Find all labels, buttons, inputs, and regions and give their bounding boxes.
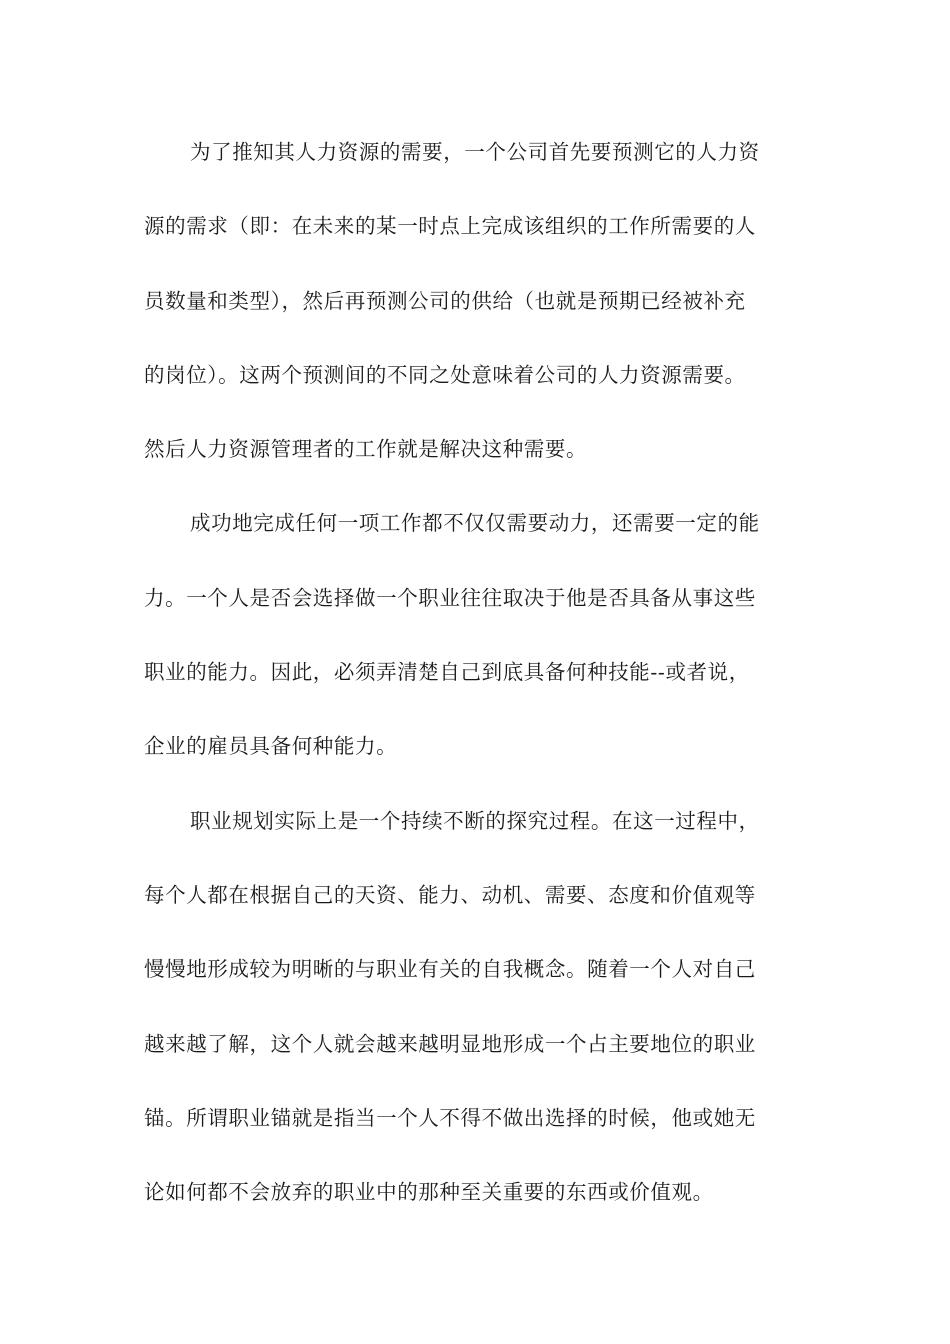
text-line: 力。一个人是否会选择做一个职业往往取决于他是否具备从事这些 [144, 585, 756, 610]
text-line: 员数量和类型），然后再预测公司的供给（也就是预期已经被补充 [144, 288, 746, 313]
text-line: 成功地完成任何一项工作都不仅仅需要动力，还需要一定的能 [190, 511, 760, 536]
text-line: 企业的雇员具备何种能力。 [144, 734, 398, 759]
text-line: 的岗位）。这两个预测间的不同之处意味着公司的人力资源需要。 [144, 362, 746, 387]
text-line: 每个人都在根据自己的天资、能力、动机、需要、态度和价值观等 [144, 882, 756, 907]
document-body [144, 126, 808, 1240]
text-line: 为了推知其人力资源的需要，一个公司首先要预测它的人力资 [190, 140, 760, 164]
text-line: 职业规划实际上是一个持续不断的探究过程。在这一过程中， [190, 808, 760, 833]
paragraph-hr-demand [144, 126, 808, 497]
paragraph-career-anchor [144, 795, 808, 1241]
text-line: 慢慢地形成较为明晰的与职业有关的自我概念。随着一个人对自己 [144, 957, 756, 982]
text-line: 源的需求（即：在未来的某一时点上完成该组织的工作所需要的人 [144, 214, 756, 239]
text-line: 职业的能力。因此，必须弄清楚自己到底具备何种技能--或者说， [144, 660, 750, 685]
text-line: 越来越了解，这个人就会越来越明显地形成一个占主要地位的职业 [144, 1031, 756, 1056]
text-line: 论如何都不会放弃的职业中的那种至关重要的东西或价值观。 [144, 1180, 714, 1205]
text-line: 锚。所谓职业锚就是指当一个人不得不做出选择的时候，他或她无 [144, 1105, 756, 1130]
text-line: 然后人力资源管理者的工作就是解决这种需要。 [144, 437, 588, 462]
paragraph-ability [144, 497, 808, 794]
